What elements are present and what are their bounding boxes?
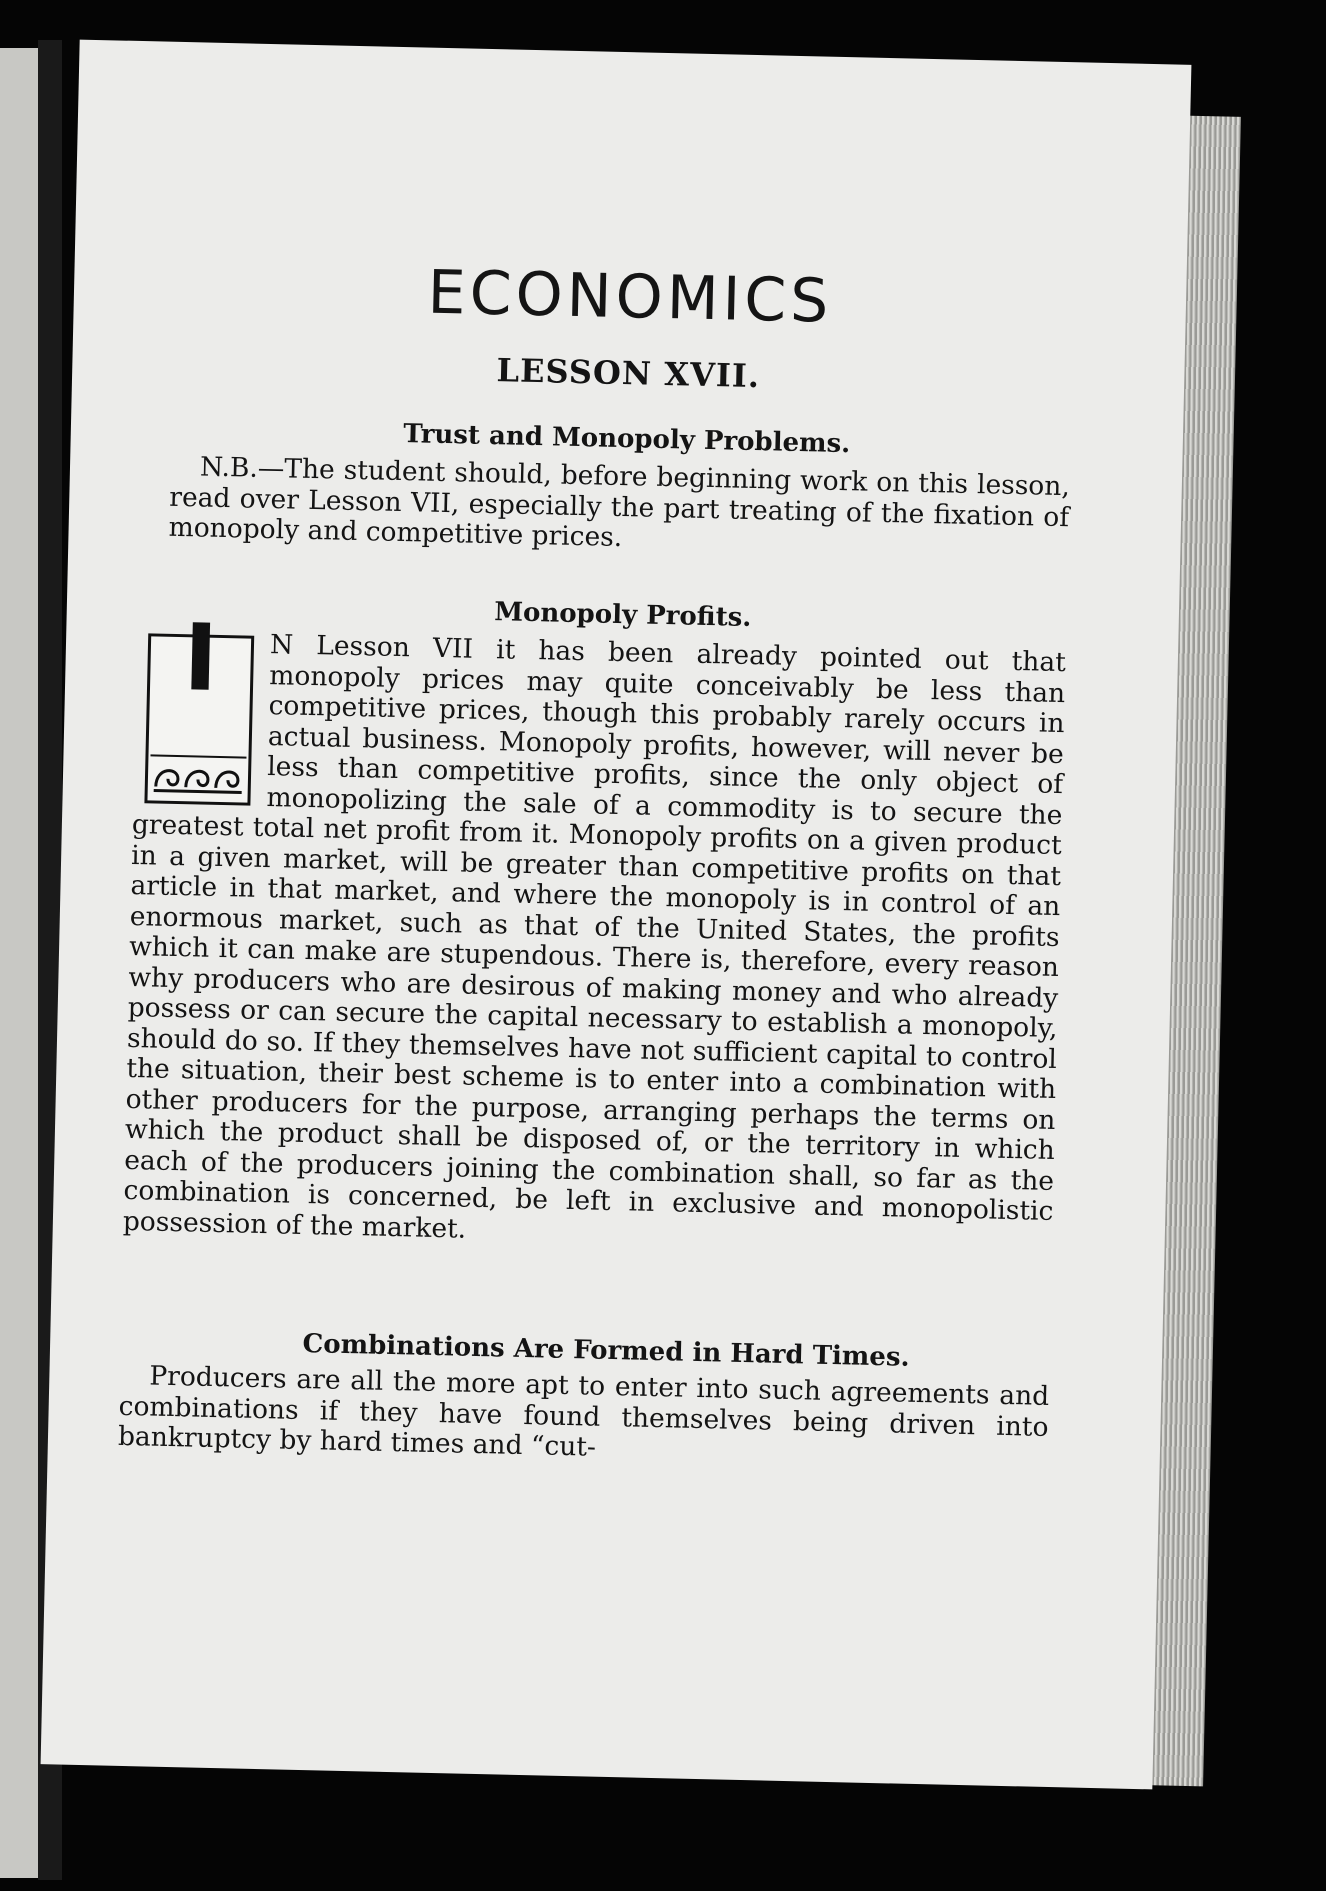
drop-cap-letter: I: [182, 604, 220, 712]
section-heading-combinations: Combinations Are Formed in Hard Times.: [302, 1329, 910, 1373]
monopoly-profits-block: [122, 604, 1067, 1258]
monopoly-profits-paragraph: N Lesson VII it has been already pointed out that monopoly prices may quite conceivably be less than competitive prices, though this probably rarely occurs in actual business. Monopoly profits, however, will never be less than competitive profits, since the only object of monopolizing the sale of a commodity is to secure the greatest total net profit from it. Monopoly profits on a given product in a given market, will be greater than competitive profits on that article in that market, and where the monopoly is in control of an enormous market, such as that of the United States, the profits which it can make are stupendous. There is, therefore, every reason why producers who are desirous of making money and who already possess or can secure the capital necessary to establish a monopoly, should do so. If they themselves have not sufficient capital to control the situation, their best scheme is to enter into a combination with other producers for the purpose, arranging perhaps the terms on which the product shall be disposed of, or the territory in which each of the producers joining the combination shall, so far as the combination is concerned, be left in exclusive and monopolistic possession of the market.: [122, 629, 1067, 1245]
ornament-icon: [150, 754, 247, 798]
book-page: [41, 40, 1192, 1790]
section-heading-trust: Trust and Monopoly Problems.: [402, 419, 851, 460]
nb-paragraph: N.B.—The student should, before beginning work on this lesson, read over Lesson VII, especially the part treating of the fixation of monopoly and competitive prices.: [168, 451, 1071, 554]
facing-page-edge: [0, 48, 38, 1878]
section-heading-monopoly-profits: Monopoly Profits.: [493, 597, 752, 633]
lesson-title: LESSON XVII.: [496, 351, 761, 396]
drop-cap: [144, 604, 254, 805]
combinations-paragraph: Producers are all the more apt to enter into such agreements and combinations if they have found themselves being driven into bankruptcy by hard times and “cut-: [117, 1360, 1050, 1463]
book-header: ECONOMICS: [426, 257, 834, 337]
